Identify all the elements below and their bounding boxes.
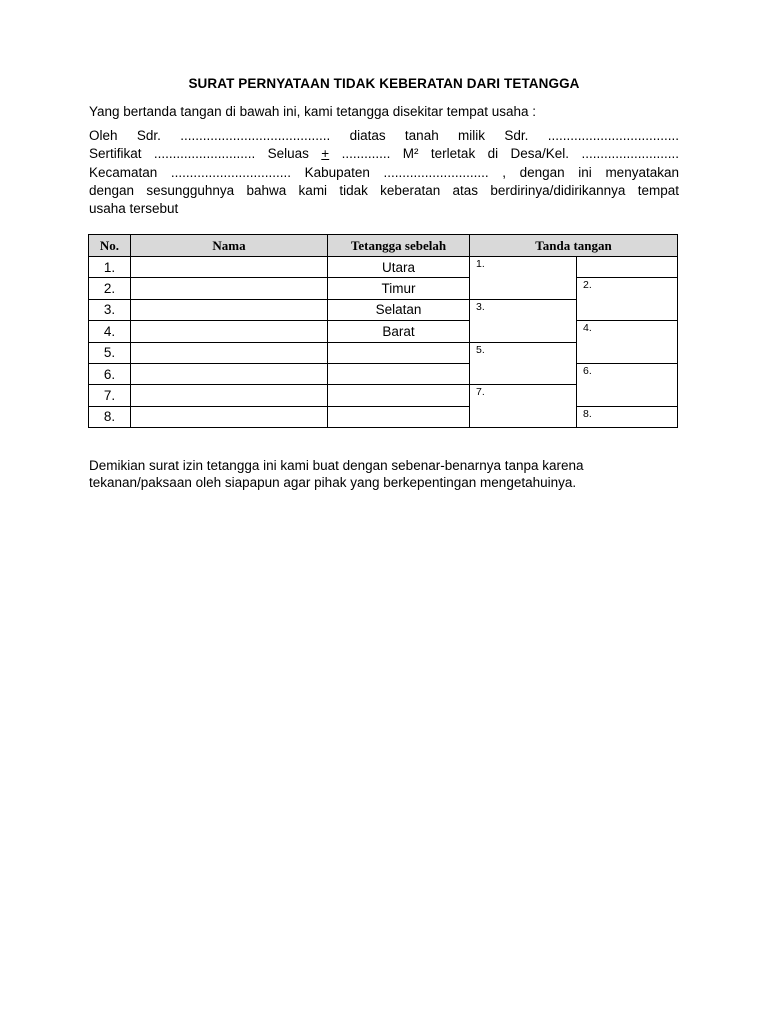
neighbor-direction	[328, 342, 470, 363]
header-tetangga-sebelah: Tetangga sebelah	[328, 235, 470, 257]
neighbor-direction	[328, 363, 470, 384]
signature-number: 6.	[583, 364, 592, 377]
row-number: 7.	[89, 385, 131, 406]
signature-cell[interactable]	[470, 342, 577, 385]
table-row	[89, 406, 678, 427]
header-tanda-tangan: Tanda tangan	[470, 235, 678, 257]
name-cell[interactable]	[131, 299, 328, 320]
signature-cell[interactable]	[470, 385, 577, 428]
signature-cell[interactable]	[577, 406, 678, 427]
row-number: 1.	[89, 257, 131, 278]
signature-spacer	[577, 257, 678, 278]
statement-line-2	[89, 145, 679, 163]
signature-number: 3.	[476, 300, 485, 313]
name-cell[interactable]	[131, 363, 328, 384]
statement-line-3: Kecamatan ................................ Kabupaten ............................ , dengan ini menyatakan	[89, 164, 679, 180]
intro-text: Yang bertanda tangan di bawah ini, kami tetangga disekitar tempat usaha :	[89, 104, 537, 119]
neighbor-direction	[328, 385, 470, 406]
statement-line-4: dengan sesungguhnya bahwa kami tidak keberatan atas berdirinya/didirikannya tempat	[89, 182, 679, 198]
neighbor-direction: Barat	[328, 321, 470, 342]
signature-cell[interactable]	[577, 363, 678, 406]
table-row	[89, 363, 678, 384]
neighbor-direction: Selatan	[328, 299, 470, 320]
closing-paragraph	[89, 458, 689, 491]
table-row	[89, 257, 678, 278]
row-number: 4.	[89, 321, 131, 342]
neighbor-direction: Utara	[328, 257, 470, 278]
plus-minus-sign: +	[321, 146, 330, 162]
header-no: No.	[89, 235, 131, 257]
signature-cell[interactable]	[470, 257, 577, 300]
closing-line-1: Demikian surat izin tetangga ini kami buat dengan sebenar-benarnya tanpa karena	[89, 458, 584, 473]
signature-number: 4.	[583, 322, 592, 335]
row-number: 2.	[89, 278, 131, 299]
signature-number: 8.	[583, 407, 592, 420]
closing-line-2: tekanan/paksaan oleh siapapun agar pihak yang berkepentingan mengetahuinya.	[89, 474, 577, 490]
neighbor-direction: Timur	[328, 278, 470, 299]
line2-part1: Sertifikat ........................... Seluas	[89, 146, 322, 162]
name-cell[interactable]	[131, 278, 328, 299]
document-title: SURAT PERNYATAAN TIDAK KEBERATAN DARI TETANGGA	[188, 76, 580, 91]
signature-number: 5.	[476, 343, 485, 356]
signature-number: 2.	[583, 279, 592, 292]
neighbor-signature-table	[88, 234, 678, 428]
table-row	[89, 278, 678, 299]
name-cell[interactable]	[131, 257, 328, 278]
statement-paragraph	[89, 127, 679, 218]
statement-line-5: usaha tersebut	[89, 201, 179, 217]
signature-number: 7.	[476, 386, 485, 399]
statement-line-1: Oleh Sdr. ........................................ diatas tanah milik Sdr. ...................................	[89, 128, 679, 143]
row-number: 3.	[89, 299, 131, 320]
name-cell[interactable]	[131, 342, 328, 363]
line2-part2: ............. M² terletak di Desa/Kel. ..........................	[329, 146, 679, 162]
signature-cell[interactable]	[577, 278, 678, 321]
name-cell[interactable]	[131, 406, 328, 427]
table-row	[89, 321, 678, 342]
header-nama: Nama	[131, 235, 328, 257]
row-number: 8.	[89, 406, 131, 427]
row-number: 5.	[89, 342, 131, 363]
name-cell[interactable]	[131, 385, 328, 406]
signature-number: 1.	[476, 258, 485, 270]
row-number: 6.	[89, 363, 131, 384]
table-header-row	[89, 235, 678, 257]
name-cell[interactable]	[131, 321, 328, 342]
neighbor-direction	[328, 406, 470, 427]
signature-cell[interactable]	[470, 299, 577, 342]
signature-cell[interactable]	[577, 321, 678, 364]
